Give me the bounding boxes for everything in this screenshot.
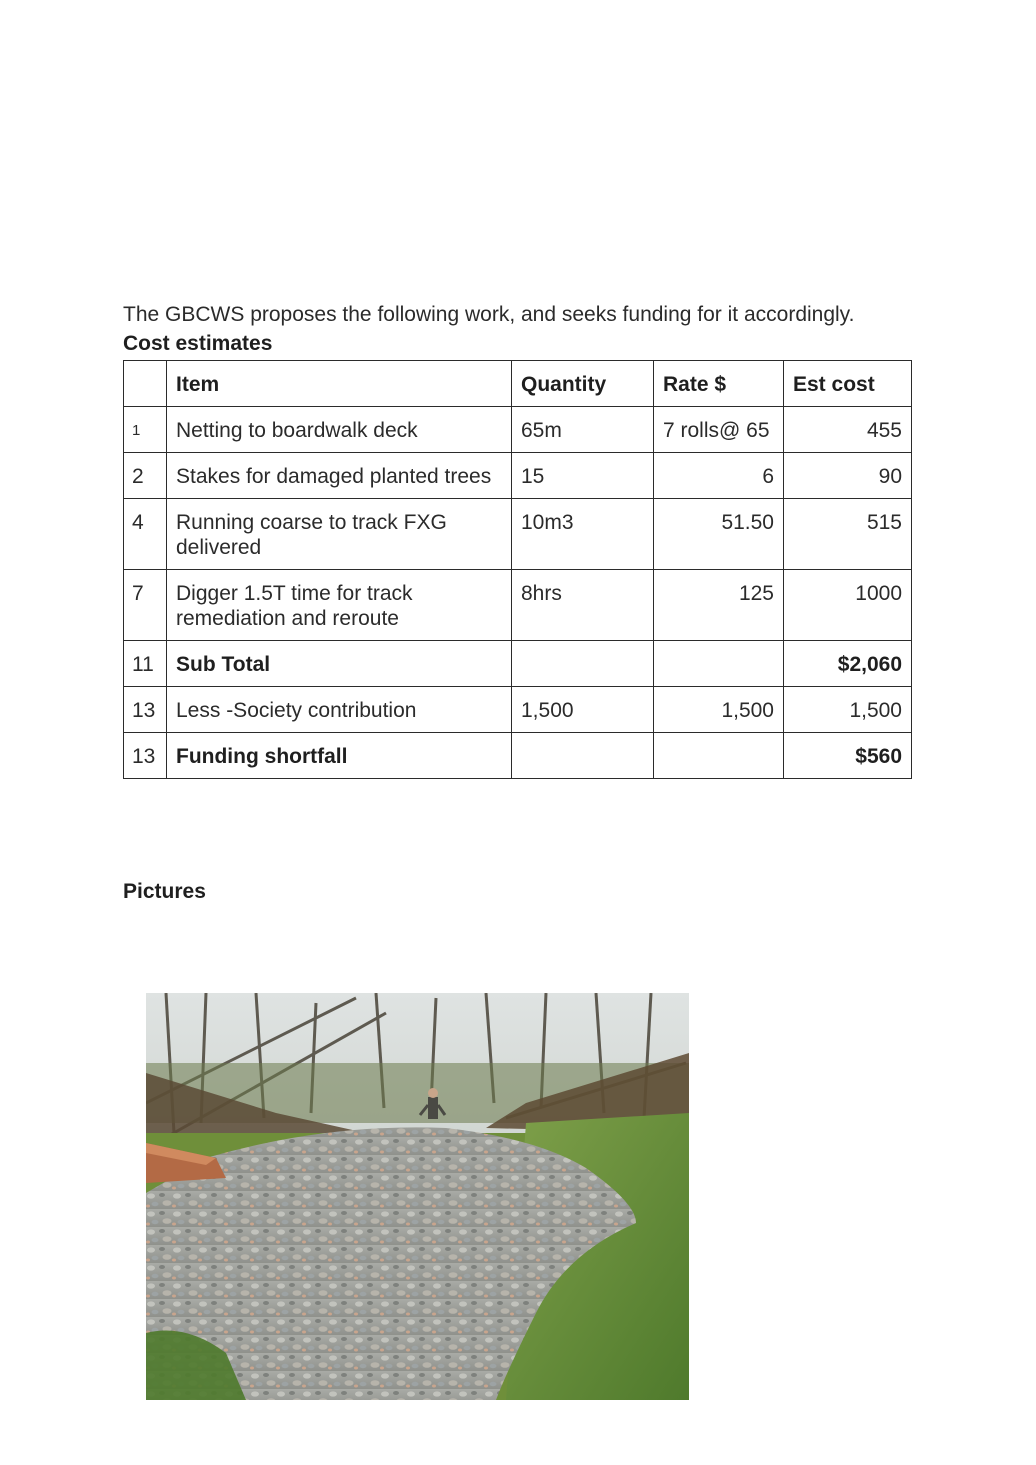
row-rate: 6 xyxy=(654,453,784,499)
row-cost: 1,500 xyxy=(784,687,912,733)
row-quantity: 8hrs xyxy=(512,570,654,641)
header-rate: Rate $ xyxy=(654,361,784,407)
row-rate xyxy=(654,641,784,687)
row-quantity: 10m3 xyxy=(512,499,654,570)
row-number: 1 xyxy=(124,407,167,453)
row-number: 4 xyxy=(124,499,167,570)
row-quantity xyxy=(512,641,654,687)
row-rate xyxy=(654,733,784,779)
table-row xyxy=(124,499,912,570)
row-number: 2 xyxy=(124,453,167,499)
row-number: 13 xyxy=(124,733,167,779)
header-quantity: Quantity xyxy=(512,361,654,407)
row-item: Sub Total xyxy=(167,641,512,687)
header-item: Item xyxy=(167,361,512,407)
row-item: Netting to boardwalk deck xyxy=(167,407,512,453)
track-gravel-photo xyxy=(146,993,689,1400)
table-row xyxy=(124,453,912,499)
row-rate: 1,500 xyxy=(654,687,784,733)
table-row xyxy=(124,570,912,641)
row-rate: 125 xyxy=(654,570,784,641)
shortfall-row xyxy=(124,733,912,779)
row-rate: 51.50 xyxy=(654,499,784,570)
table-row xyxy=(124,407,912,453)
row-quantity: 1,500 xyxy=(512,687,654,733)
row-cost: 1000 xyxy=(784,570,912,641)
header-number xyxy=(124,361,167,407)
row-rate: 7 rolls@ 65 xyxy=(654,407,784,453)
header-est-cost: Est cost xyxy=(784,361,912,407)
row-cost: $560 xyxy=(784,733,912,779)
row-item: Less -Society contribution xyxy=(167,687,512,733)
row-number: 13 xyxy=(124,687,167,733)
row-number: 11 xyxy=(124,641,167,687)
row-number: 7 xyxy=(124,570,167,641)
row-quantity xyxy=(512,733,654,779)
row-item: Running coarse to track FXG delivered xyxy=(167,499,512,570)
intro-text: The GBCWS proposes the following work, and seeks funding for it accordingly. xyxy=(123,303,855,326)
cost-estimates-heading: Cost estimates xyxy=(123,332,273,355)
table-row xyxy=(124,687,912,733)
subtotal-row xyxy=(124,641,912,687)
row-cost: $2,060 xyxy=(784,641,912,687)
row-item: Stakes for damaged planted trees xyxy=(167,453,512,499)
row-item: Funding shortfall xyxy=(167,733,512,779)
row-quantity: 65m xyxy=(512,407,654,453)
row-cost: 455 xyxy=(784,407,912,453)
row-item: Digger 1.5T time for track remediation and reroute xyxy=(167,570,512,641)
cost-estimates-table xyxy=(123,360,912,779)
pictures-heading: Pictures xyxy=(123,880,206,903)
row-cost: 515 xyxy=(784,499,912,570)
row-cost: 90 xyxy=(784,453,912,499)
row-quantity: 15 xyxy=(512,453,654,499)
table-header-row xyxy=(124,361,912,407)
